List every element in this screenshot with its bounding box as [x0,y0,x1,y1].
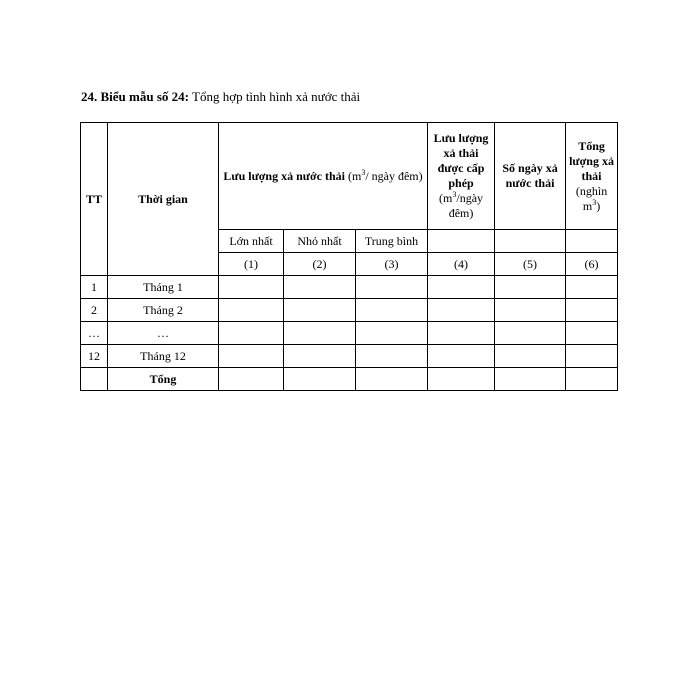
header-total-discharge-label: Tổng lượng xả thải [569,138,614,183]
input-cell[interactable] [495,368,566,391]
column-number: (2) [284,253,356,276]
header-time: Thời gian [108,123,219,276]
total-row [81,368,618,391]
header-min: Nhỏ nhất [284,230,356,253]
table-row [81,345,618,368]
input-cell[interactable] [219,345,284,368]
input-cell[interactable] [566,299,618,322]
row-time: Tháng 2 [108,299,219,322]
input-cell[interactable] [495,299,566,322]
input-cell[interactable] [495,276,566,299]
row-tt: 1 [81,276,108,299]
header-avg: Trung bình [356,230,428,253]
input-cell[interactable] [356,322,428,345]
header-empty-cell [495,230,566,253]
input-cell[interactable] [284,322,356,345]
input-cell[interactable] [284,368,356,391]
header-permitted-flow-label: Lưu lượng xả thải được cấp phép [433,131,489,190]
input-cell[interactable] [356,276,428,299]
form-name: Tổng hợp tình hình xả nước thải [192,89,361,104]
column-number: (3) [356,253,428,276]
header-total-discharge-unit: (nghìn $m^3$) [575,183,608,213]
header-discharge-flow-unit: ($m^3/$ ngày đêm) [347,167,423,183]
wastewater-discharge-table [80,122,618,391]
row-time: Tháng 1 [108,276,219,299]
input-cell[interactable] [284,299,356,322]
header-permitted-flow-unit: ($m^3$/ngày đêm) [439,190,484,220]
header-max: Lớn nhất [219,230,284,253]
table-row [81,322,618,345]
form-title [81,89,360,105]
header-discharge-days: Số ngày xả nước thải [495,123,566,230]
table-row [81,299,618,322]
header-empty-cell [566,230,618,253]
header-discharge-flow-label: Lưu lượng xả nước thải [223,168,345,183]
input-cell[interactable] [495,322,566,345]
input-cell[interactable] [219,276,284,299]
input-cell[interactable] [219,322,284,345]
header-empty-cell [428,230,495,253]
header-permitted-flow [428,123,495,230]
input-cell[interactable] [428,276,495,299]
input-cell[interactable] [284,345,356,368]
header-total-discharge [566,123,618,230]
input-cell[interactable] [219,368,284,391]
row-tt: 12 [81,345,108,368]
input-cell[interactable] [219,299,284,322]
header-tt: TT [81,123,108,276]
input-cell[interactable] [356,299,428,322]
input-cell[interactable] [428,345,495,368]
input-cell[interactable] [284,276,356,299]
input-cell[interactable] [566,368,618,391]
input-cell[interactable] [566,322,618,345]
input-cell[interactable] [428,322,495,345]
total-label: Tổng [108,368,219,391]
input-cell[interactable] [428,368,495,391]
input-cell[interactable] [356,368,428,391]
column-number: (1) [219,253,284,276]
input-cell[interactable] [566,276,618,299]
row-tt: … [81,322,108,345]
column-number: (5) [495,253,566,276]
row-time: Tháng 12 [108,345,219,368]
header-discharge-flow [219,123,428,230]
table-row [81,276,618,299]
row-tt: 2 [81,299,108,322]
column-number: (6) [566,253,618,276]
input-cell[interactable] [356,345,428,368]
input-cell[interactable] [566,345,618,368]
column-number: (4) [428,253,495,276]
header-row-main [81,123,618,230]
row-time: … [108,322,219,345]
row-tt-empty [81,368,108,391]
input-cell[interactable] [495,345,566,368]
input-cell[interactable] [428,299,495,322]
form-number: 24. Biểu mẫu số 24: [81,89,189,104]
